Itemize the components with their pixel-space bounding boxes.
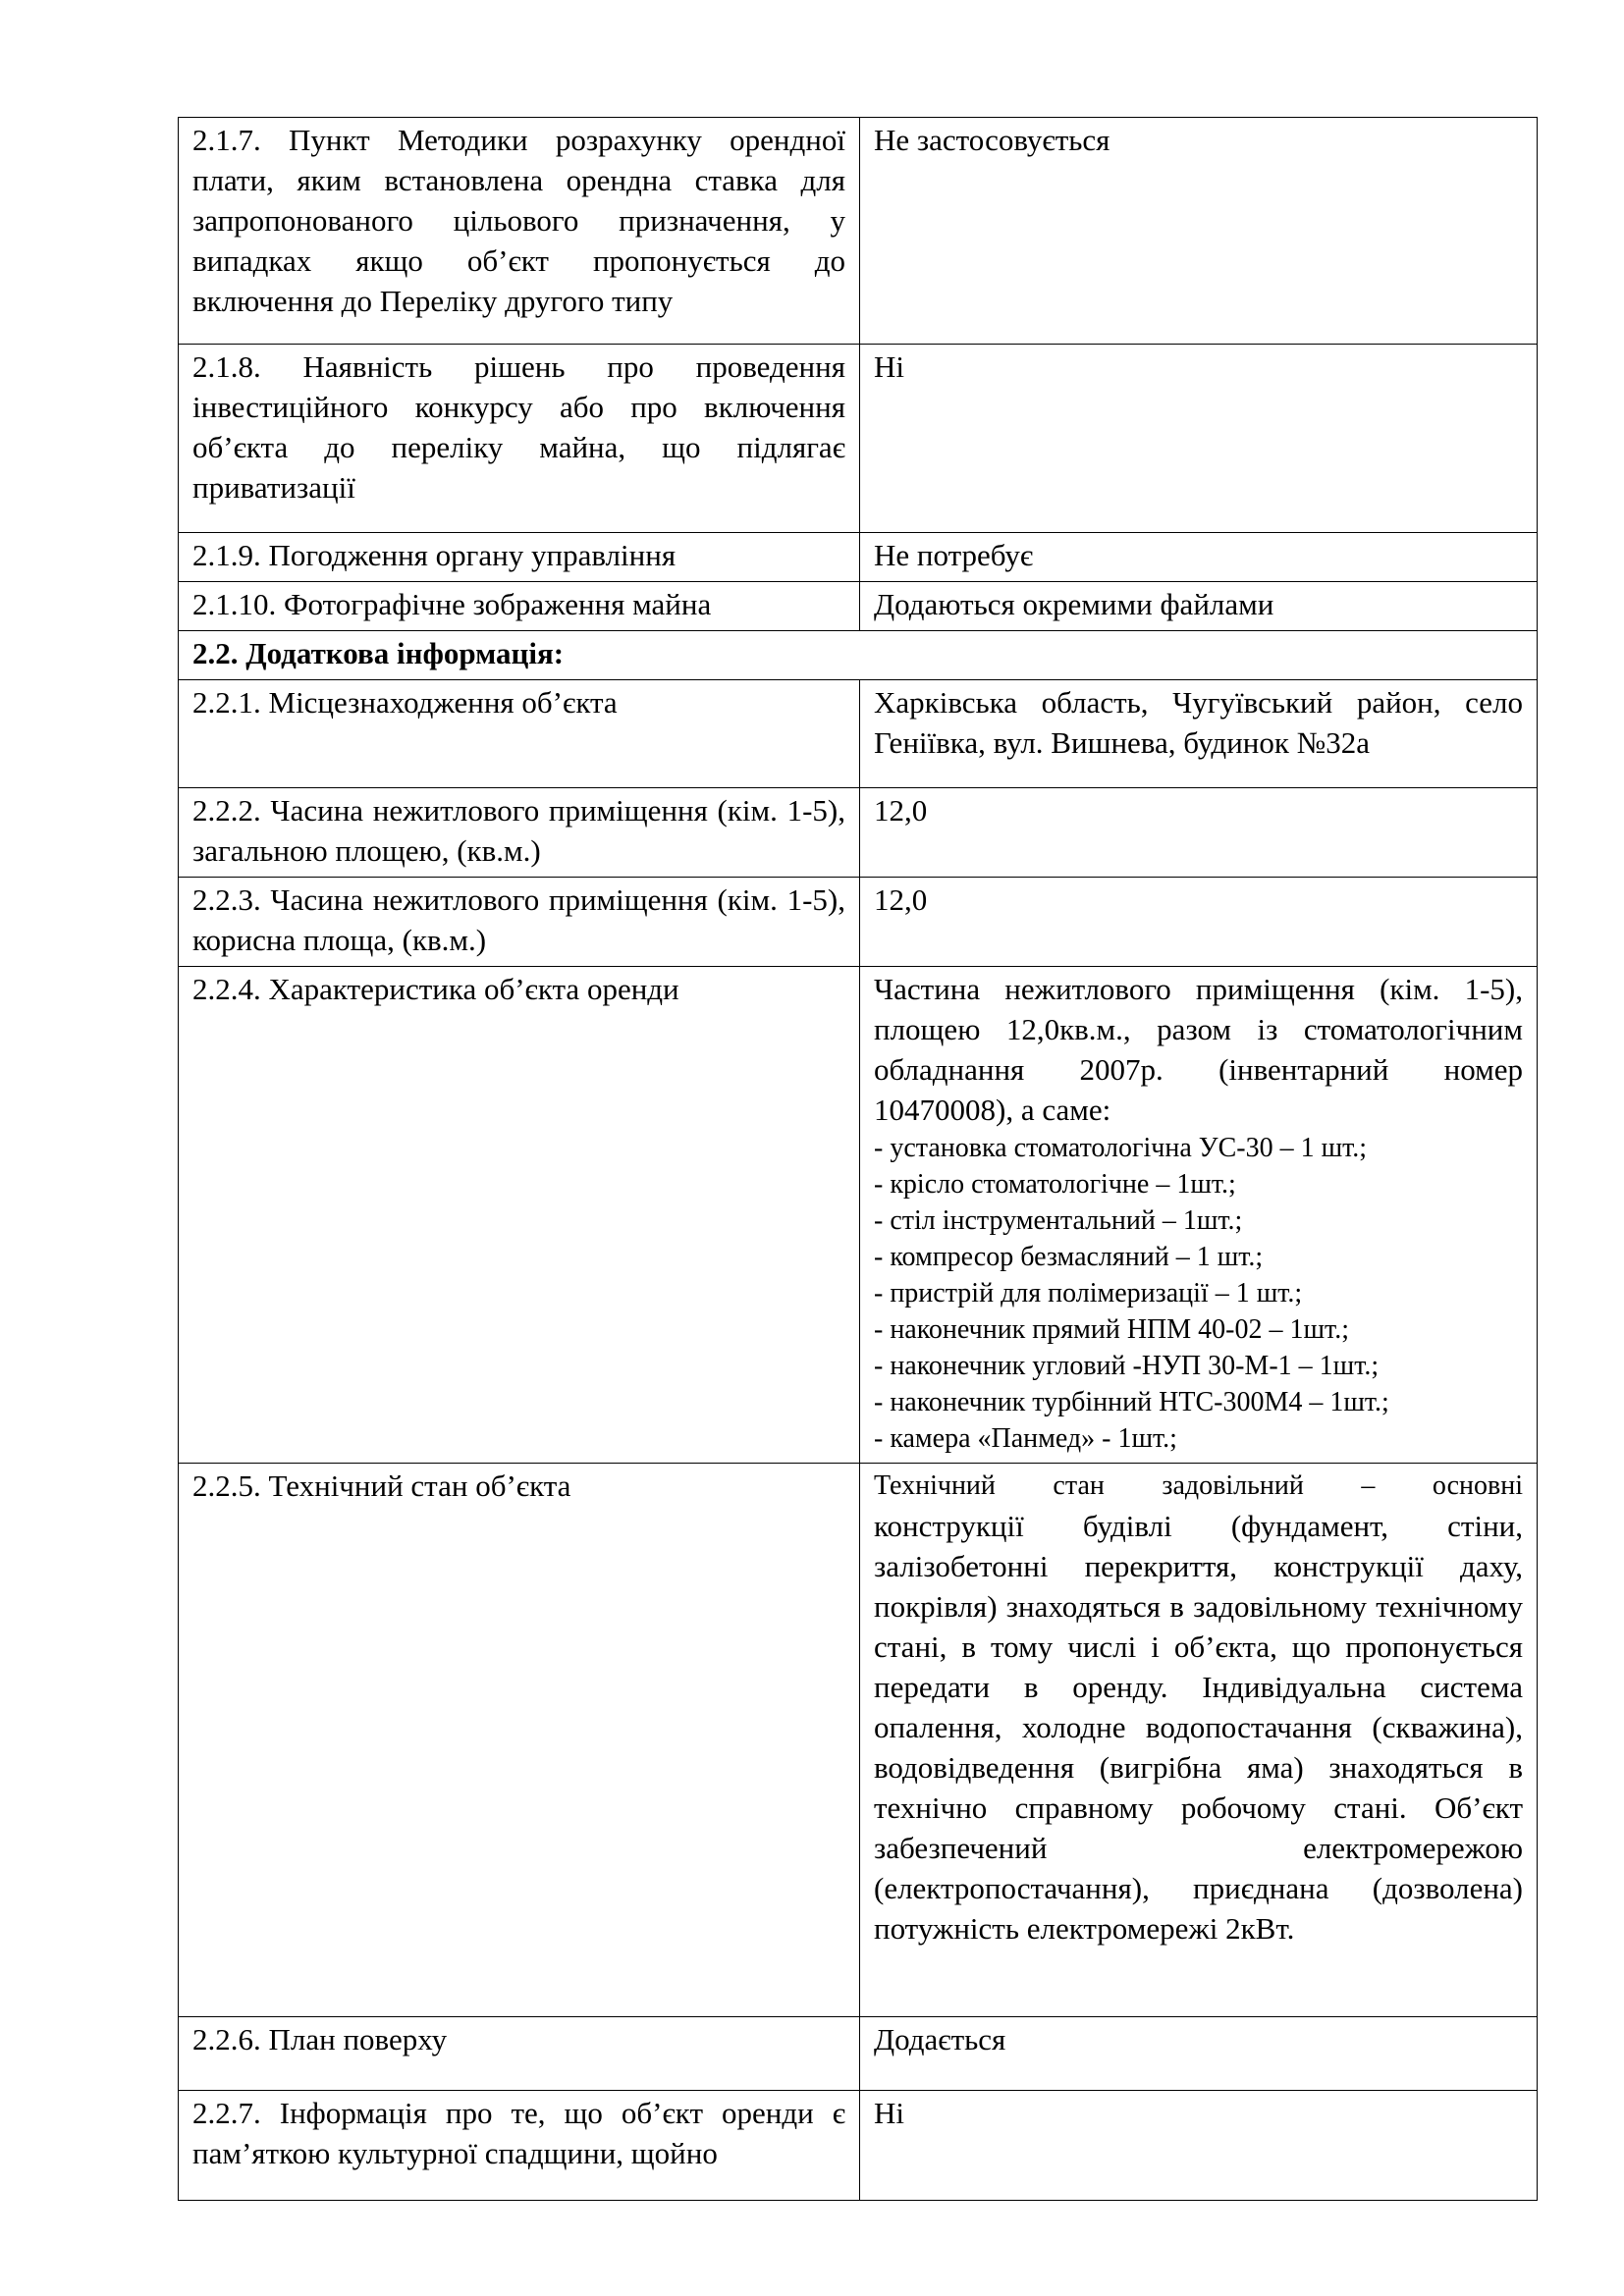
- row-2-2-2-label: 2.2.2. Часина нежитлового приміщення (кім. 1-5), загальною площею, (кв.м.): [179, 788, 860, 878]
- list-item: - наконечник прямий НПМ 40-02 – 1шт.;: [874, 1314, 1349, 1345]
- row-2-2-6-label: 2.2.6. План поверху: [179, 2017, 860, 2091]
- row-2-2-4-value: [860, 967, 1538, 1464]
- list-item: - стіл інструментальний – 1шт.;: [874, 1205, 1243, 1236]
- row-2-2-5-label: 2.2.5. Технічний стан об’єкта: [179, 1464, 860, 2017]
- table-row: [179, 533, 1538, 582]
- section-heading-2-2: 2.2. Додаткова інформація:: [179, 631, 1538, 680]
- table-row: [179, 680, 1538, 788]
- row-2-2-6-value: Додається: [860, 2017, 1538, 2091]
- list-item: - камера «Панмед» - 1шт.;: [874, 1423, 1177, 1454]
- list-item: - установка стоматологічна УС-30 – 1 шт.;: [874, 1133, 1368, 1163]
- row-2-1-9-label: 2.1.9. Погодження органу управління: [179, 533, 860, 582]
- table-row: [179, 967, 1538, 1464]
- row-2-1-9-value: Не потребує: [860, 533, 1538, 582]
- table-row: [179, 118, 1538, 345]
- row-2-2-3-label: 2.2.3. Часина нежитлового приміщення (кім. 1-5), корисна площа, (кв.м.): [179, 878, 860, 967]
- table-row: [179, 2091, 1538, 2201]
- row-2-2-1-value: Харківська область, Чугуївський район, село Геніївка, вул. Вишнева, будинок №32а: [860, 680, 1538, 788]
- list-item: - компресор безмасляний – 1 шт.;: [874, 1242, 1264, 1272]
- row-2-2-7-value: Ні: [860, 2091, 1538, 2201]
- table-row: [179, 2017, 1538, 2091]
- row-2-1-7-value: Не застосовується: [860, 118, 1538, 345]
- table-row: [179, 788, 1538, 878]
- row-2-1-8-label: 2.1.8. Наявність рішень про проведення інвестиційного конкурсу або про включення об’єкта до переліку майна, що підлягає приватизації: [179, 345, 860, 533]
- equipment-list: [874, 1130, 1523, 1457]
- row-2-2-3-value: 12,0: [860, 878, 1538, 967]
- table-row: [179, 878, 1538, 967]
- list-item: - наконечник турбінний НТС-300М4 – 1шт.;: [874, 1387, 1389, 1417]
- row-2-2-4-label: 2.2.4. Характеристика об’єкта оренди: [179, 967, 860, 1464]
- row-2-1-7-label: 2.1.7. Пункт Методики розрахунку орендної плати, яким встановлена орендна ставка для запропонованого цільового призначення, у випадках якщо об’єкт пропонується до включення до Переліку другого типу: [179, 118, 860, 345]
- table-row: [179, 631, 1538, 680]
- list-item: - крісло стоматологічне – 1шт.;: [874, 1169, 1236, 1200]
- row-2-2-5-value: [860, 1464, 1538, 2017]
- row-2-1-8-value: Ні: [860, 345, 1538, 533]
- row-2-1-10-label: 2.1.10. Фотографічне зображення майна: [179, 582, 860, 631]
- tech-state-first-line: Технічний стан задовільний – основні: [874, 1470, 1523, 1501]
- property-info-table: [178, 117, 1538, 2201]
- row-2-2-1-label: 2.2.1. Місцезнаходження об’єкта: [179, 680, 860, 788]
- list-item: - пристрій для полімеризації – 1 шт.;: [874, 1278, 1303, 1308]
- table-row: [179, 582, 1538, 631]
- list-item: - наконечник угловий -НУП 30-М-1 – 1шт.;: [874, 1351, 1380, 1381]
- table-row: [179, 1464, 1538, 2017]
- row-2-2-2-value: 12,0: [860, 788, 1538, 878]
- tech-state-text: конструкції будівлі (фундамент, стіни, залізобетонні перекриття, конструкції даху, покрівля) знаходяться в задовільному технічному стані, в тому числі і об’єкта, що пропонується передати в оренду. Індивідуальна система опалення, холодне водопостачання (скважина), водовідведення (вигрібна яма) знаходяться в технічно справному робочому стані. Об’єкт забезпечений електромережою (електропостачання), приєднана (дозволена) потужність електромережі 2кВт.: [874, 1509, 1523, 1946]
- row-2-1-10-value: Додаються окремими файлами: [860, 582, 1538, 631]
- equipment-intro: Частина нежитлового приміщення (кім. 1-5), площею 12,0кв.м., разом із стоматологічним обладнання 2007р. (інвентарний номер 10470008), а саме:: [874, 972, 1523, 1127]
- row-2-2-7-label: 2.2.7. Інформація про те, що об’єкт оренди є пам’яткою культурної спадщини, щойно: [179, 2091, 860, 2201]
- table-row: [179, 345, 1538, 533]
